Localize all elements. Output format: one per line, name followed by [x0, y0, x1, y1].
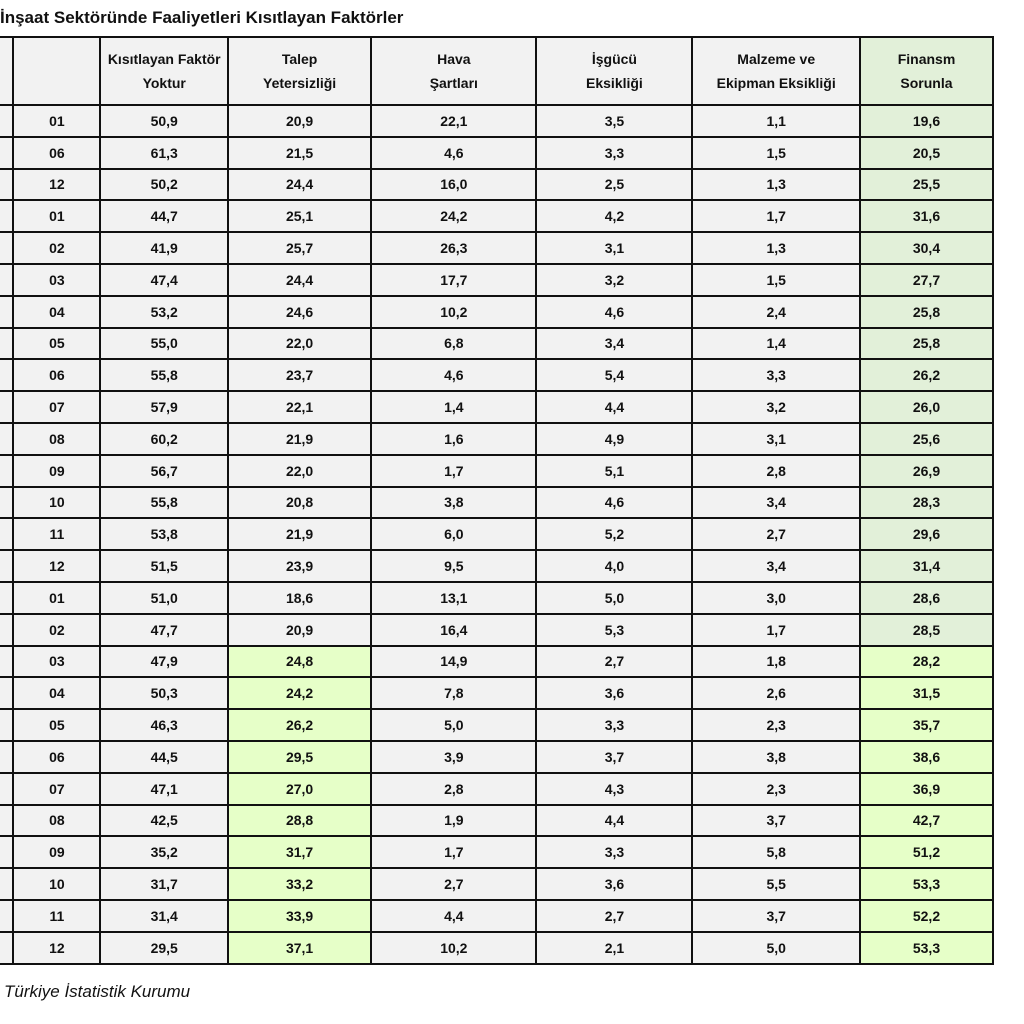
table-row — [0, 773, 993, 805]
table-cell: 31,7 — [100, 868, 228, 900]
column-header-line: Malzeme ve — [737, 51, 816, 67]
month-cell: 06 — [13, 741, 100, 773]
table-cell: 24,2 — [228, 677, 371, 709]
column-header-5 — [536, 37, 692, 105]
table-cell: 30,4 — [860, 232, 993, 264]
table-row — [0, 169, 993, 201]
table-cell — [0, 900, 13, 932]
table-cell: 4,4 — [536, 805, 692, 837]
month-cell: 08 — [13, 423, 100, 455]
table-row — [0, 614, 993, 646]
month-cell: 06 — [13, 359, 100, 391]
table-cell — [0, 518, 13, 550]
table-cell: 47,9 — [100, 646, 228, 678]
table-cell: 3,4 — [692, 487, 860, 519]
table-cell: 24,4 — [228, 169, 371, 201]
table-cell: 3,3 — [692, 359, 860, 391]
table-cell: 5,0 — [536, 582, 692, 614]
table-cell: 3,2 — [536, 264, 692, 296]
table-cell: 22,0 — [228, 455, 371, 487]
table-cell: 36,9 — [860, 773, 993, 805]
table-cell: 24,6 — [228, 296, 371, 328]
table-cell: 20,9 — [228, 614, 371, 646]
table-cell: 28,2 — [860, 646, 993, 678]
table-cell: 47,1 — [100, 773, 228, 805]
month-cell: 09 — [13, 455, 100, 487]
table-cell — [0, 232, 13, 264]
column-header-line: Yetersizliği — [263, 75, 337, 91]
table-cell: 47,4 — [100, 264, 228, 296]
table-cell: 25,1 — [228, 200, 371, 232]
table-cell: 3,6 — [536, 677, 692, 709]
table-cell: 25,8 — [860, 296, 993, 328]
table-cell: 2,3 — [692, 773, 860, 805]
table-cell: 53,8 — [100, 518, 228, 550]
table-cell: 3,8 — [371, 487, 536, 519]
month-cell: 12 — [13, 550, 100, 582]
table-cell — [0, 836, 13, 868]
table-cell: 21,9 — [228, 518, 371, 550]
table-cell: 4,9 — [536, 423, 692, 455]
table-cell: 1,8 — [692, 646, 860, 678]
data-table — [0, 36, 994, 965]
table-row — [0, 646, 993, 678]
table-cell: 1,7 — [371, 455, 536, 487]
table-cell: 3,4 — [536, 328, 692, 360]
table-cell: 3,1 — [692, 423, 860, 455]
table-cell: 2,8 — [371, 773, 536, 805]
table-row — [0, 423, 993, 455]
table-cell: 26,3 — [371, 232, 536, 264]
table-cell: 13,1 — [371, 582, 536, 614]
table-cell: 5,0 — [371, 709, 536, 741]
table-row — [0, 741, 993, 773]
table-cell: 25,8 — [860, 328, 993, 360]
table-cell — [0, 614, 13, 646]
table-cell: 31,6 — [860, 200, 993, 232]
table-cell: 25,5 — [860, 169, 993, 201]
column-header-line: Kısıtlayan Faktör — [107, 51, 221, 67]
table-cell: 4,6 — [536, 296, 692, 328]
table-cell: 31,5 — [860, 677, 993, 709]
table-row — [0, 836, 993, 868]
month-cell: 03 — [13, 264, 100, 296]
table-cell — [0, 391, 13, 423]
table-cell: 1,7 — [692, 200, 860, 232]
table-cell: 20,8 — [228, 487, 371, 519]
month-cell: 04 — [13, 296, 100, 328]
column-header-line: Eksikliği — [586, 75, 643, 91]
table-cell: 27,0 — [228, 773, 371, 805]
table-cell: 26,0 — [860, 391, 993, 423]
month-cell: 07 — [13, 773, 100, 805]
table-cell: 5,2 — [536, 518, 692, 550]
table-cell: 3,5 — [536, 105, 692, 137]
table-cell: 1,3 — [692, 169, 860, 201]
month-cell: 10 — [13, 868, 100, 900]
table-cell: 28,6 — [860, 582, 993, 614]
table-cell — [0, 296, 13, 328]
table-cell: 5,8 — [692, 836, 860, 868]
table-row — [0, 296, 993, 328]
table-cell: 55,8 — [100, 487, 228, 519]
table-cell — [0, 868, 13, 900]
table-cell: 56,7 — [100, 455, 228, 487]
table-cell: 5,5 — [692, 868, 860, 900]
month-cell: 02 — [13, 232, 100, 264]
table-cell: 5,0 — [692, 932, 860, 964]
table-row — [0, 932, 993, 964]
table-cell — [0, 105, 13, 137]
table-row — [0, 137, 993, 169]
table-cell: 23,9 — [228, 550, 371, 582]
table-cell: 6,0 — [371, 518, 536, 550]
table-cell: 27,7 — [860, 264, 993, 296]
table-cell: 28,3 — [860, 487, 993, 519]
table-row — [0, 200, 993, 232]
table-row — [0, 868, 993, 900]
table-cell — [0, 741, 13, 773]
table-cell: 42,5 — [100, 805, 228, 837]
table-cell: 2,8 — [692, 455, 860, 487]
month-cell: 01 — [13, 200, 100, 232]
table-row — [0, 805, 993, 837]
table-cell: 44,7 — [100, 200, 228, 232]
table-cell: 4,2 — [536, 200, 692, 232]
table-cell: 4,6 — [371, 137, 536, 169]
table-cell: 29,5 — [100, 932, 228, 964]
table-cell: 1,5 — [692, 264, 860, 296]
table-cell: 3,7 — [536, 741, 692, 773]
table-cell: 29,5 — [228, 741, 371, 773]
table-cell: 38,6 — [860, 741, 993, 773]
table-cell: 51,2 — [860, 836, 993, 868]
table-cell: 26,9 — [860, 455, 993, 487]
table-cell: 47,7 — [100, 614, 228, 646]
month-cell: 07 — [13, 391, 100, 423]
table-cell: 22,0 — [228, 328, 371, 360]
table-cell: 20,5 — [860, 137, 993, 169]
month-cell: 04 — [13, 677, 100, 709]
column-header-line: Şartları — [429, 75, 478, 91]
month-cell: 10 — [13, 487, 100, 519]
table-cell — [0, 805, 13, 837]
table-cell: 3,0 — [692, 582, 860, 614]
table-cell: 55,0 — [100, 328, 228, 360]
table-cell: 3,7 — [692, 805, 860, 837]
table-cell: 1,6 — [371, 423, 536, 455]
table-cell: 2,3 — [692, 709, 860, 741]
table-row — [0, 105, 993, 137]
table-cell: 51,0 — [100, 582, 228, 614]
table-cell: 18,6 — [228, 582, 371, 614]
table-cell: 2,5 — [536, 169, 692, 201]
table-cell: 3,2 — [692, 391, 860, 423]
table-cell: 1,9 — [371, 805, 536, 837]
table-row — [0, 900, 993, 932]
table-cell: 3,3 — [536, 137, 692, 169]
table-cell: 3,6 — [536, 868, 692, 900]
table-cell: 57,9 — [100, 391, 228, 423]
table-row — [0, 582, 993, 614]
table-cell: 28,8 — [228, 805, 371, 837]
table-cell: 3,9 — [371, 741, 536, 773]
table-cell: 53,3 — [860, 868, 993, 900]
month-cell: 02 — [13, 614, 100, 646]
table-row — [0, 487, 993, 519]
table-cell: 2,7 — [536, 646, 692, 678]
table-cell: 20,9 — [228, 105, 371, 137]
table-cell: 3,3 — [536, 836, 692, 868]
column-header-4 — [371, 37, 536, 105]
table-cell: 4,6 — [536, 487, 692, 519]
table-title: İnşaat Sektöründe Faaliyetleri Kısıtlayan Faktörler — [0, 8, 404, 27]
table-cell — [0, 646, 13, 678]
table-cell: 28,5 — [860, 614, 993, 646]
table-cell: 24,2 — [371, 200, 536, 232]
column-header-1 — [13, 37, 100, 105]
table-cell: 3,3 — [536, 709, 692, 741]
table-cell: 24,4 — [228, 264, 371, 296]
table-cell: 22,1 — [371, 105, 536, 137]
table-cell: 4,4 — [536, 391, 692, 423]
table-cell: 5,3 — [536, 614, 692, 646]
table-cell: 2,6 — [692, 677, 860, 709]
table-cell: 50,9 — [100, 105, 228, 137]
table-cell: 1,7 — [692, 614, 860, 646]
month-cell: 11 — [13, 900, 100, 932]
table-cell: 21,5 — [228, 137, 371, 169]
month-cell: 06 — [13, 137, 100, 169]
table-cell: 51,5 — [100, 550, 228, 582]
month-cell: 12 — [13, 169, 100, 201]
table-cell: 16,4 — [371, 614, 536, 646]
month-cell: 05 — [13, 709, 100, 741]
table-cell — [0, 932, 13, 964]
table-cell — [0, 359, 13, 391]
table-cell: 7,8 — [371, 677, 536, 709]
table-cell — [0, 550, 13, 582]
table-cell — [0, 709, 13, 741]
table-cell: 31,4 — [860, 550, 993, 582]
table-cell: 60,2 — [100, 423, 228, 455]
column-header-line: İşgücü — [591, 51, 637, 67]
table-cell: 4,4 — [371, 900, 536, 932]
table-cell: 22,1 — [228, 391, 371, 423]
table-row — [0, 709, 993, 741]
table-cell: 1,1 — [692, 105, 860, 137]
table-cell: 25,7 — [228, 232, 371, 264]
table-cell: 4,6 — [371, 359, 536, 391]
table-cell: 4,0 — [536, 550, 692, 582]
month-cell: 01 — [13, 582, 100, 614]
column-header-line: Sorunla — [900, 75, 953, 91]
table-cell: 10,2 — [371, 296, 536, 328]
table-cell: 26,2 — [228, 709, 371, 741]
table-cell — [0, 487, 13, 519]
source-note: Türkiye İstatistik Kurumu — [4, 982, 191, 1001]
table-cell: 9,5 — [371, 550, 536, 582]
month-cell: 01 — [13, 105, 100, 137]
table-cell: 42,7 — [860, 805, 993, 837]
table-cell: 29,6 — [860, 518, 993, 550]
table-cell: 50,3 — [100, 677, 228, 709]
table-cell — [0, 455, 13, 487]
table-cell: 5,1 — [536, 455, 692, 487]
month-cell: 09 — [13, 836, 100, 868]
month-cell: 03 — [13, 646, 100, 678]
table-cell — [0, 137, 13, 169]
table-cell: 26,2 — [860, 359, 993, 391]
table-cell: 16,0 — [371, 169, 536, 201]
table-row — [0, 391, 993, 423]
table-cell: 1,4 — [692, 328, 860, 360]
header-row — [0, 37, 993, 105]
table-cell: 1,7 — [371, 836, 536, 868]
table-cell: 4,3 — [536, 773, 692, 805]
table-cell: 3,4 — [692, 550, 860, 582]
table-cell: 23,7 — [228, 359, 371, 391]
column-header-line: Hava — [437, 51, 471, 67]
table-cell: 46,3 — [100, 709, 228, 741]
table-cell: 21,9 — [228, 423, 371, 455]
table-cell: 3,8 — [692, 741, 860, 773]
month-cell: 11 — [13, 518, 100, 550]
table-cell: 24,8 — [228, 646, 371, 678]
column-header-6 — [692, 37, 860, 105]
table-cell: 1,4 — [371, 391, 536, 423]
table-cell: 3,7 — [692, 900, 860, 932]
column-header-3 — [228, 37, 371, 105]
column-header-line: Talep — [281, 51, 318, 67]
table-row — [0, 518, 993, 550]
table-cell — [0, 200, 13, 232]
table-cell — [0, 582, 13, 614]
table-cell: 2,7 — [371, 868, 536, 900]
table-cell: 1,3 — [692, 232, 860, 264]
table-cell: 1,5 — [692, 137, 860, 169]
table-cell: 31,4 — [100, 900, 228, 932]
table-cell: 2,7 — [536, 900, 692, 932]
table-row — [0, 550, 993, 582]
table-cell: 25,6 — [860, 423, 993, 455]
month-cell: 05 — [13, 328, 100, 360]
table-cell: 2,1 — [536, 932, 692, 964]
table-cell: 61,3 — [100, 137, 228, 169]
table-cell: 53,3 — [860, 932, 993, 964]
table-cell: 53,2 — [100, 296, 228, 328]
table-cell: 14,9 — [371, 646, 536, 678]
table-cell — [0, 328, 13, 360]
table-cell: 19,6 — [860, 105, 993, 137]
column-header-7 — [860, 37, 993, 105]
table-row — [0, 264, 993, 296]
table-row — [0, 455, 993, 487]
table-cell: 52,2 — [860, 900, 993, 932]
column-header-line: Yoktur — [142, 75, 186, 91]
table-cell — [0, 264, 13, 296]
table-cell — [0, 423, 13, 455]
table-cell: 35,2 — [100, 836, 228, 868]
table-cell: 2,7 — [692, 518, 860, 550]
table-cell: 31,7 — [228, 836, 371, 868]
table-cell: 55,8 — [100, 359, 228, 391]
column-header-0 — [0, 37, 13, 105]
table-cell: 3,1 — [536, 232, 692, 264]
table-cell: 33,9 — [228, 900, 371, 932]
table-cell: 44,5 — [100, 741, 228, 773]
column-header-2 — [100, 37, 228, 105]
table-cell — [0, 773, 13, 805]
table-cell: 6,8 — [371, 328, 536, 360]
table-cell: 33,2 — [228, 868, 371, 900]
table-cell — [0, 169, 13, 201]
table-row — [0, 328, 993, 360]
table-cell: 10,2 — [371, 932, 536, 964]
table-cell: 37,1 — [228, 932, 371, 964]
table-body — [0, 105, 993, 964]
month-cell: 12 — [13, 932, 100, 964]
table-cell: 50,2 — [100, 169, 228, 201]
column-header-line: Finansm — [897, 51, 956, 67]
month-cell: 08 — [13, 805, 100, 837]
table-cell: 5,4 — [536, 359, 692, 391]
table-row — [0, 359, 993, 391]
table-cell: 17,7 — [371, 264, 536, 296]
column-header-line: Ekipman Eksikliği — [716, 75, 836, 91]
table-row — [0, 677, 993, 709]
table-cell: 35,7 — [860, 709, 993, 741]
table-cell: 2,4 — [692, 296, 860, 328]
table-cell: 41,9 — [100, 232, 228, 264]
table-cell — [0, 677, 13, 709]
table-row — [0, 232, 993, 264]
